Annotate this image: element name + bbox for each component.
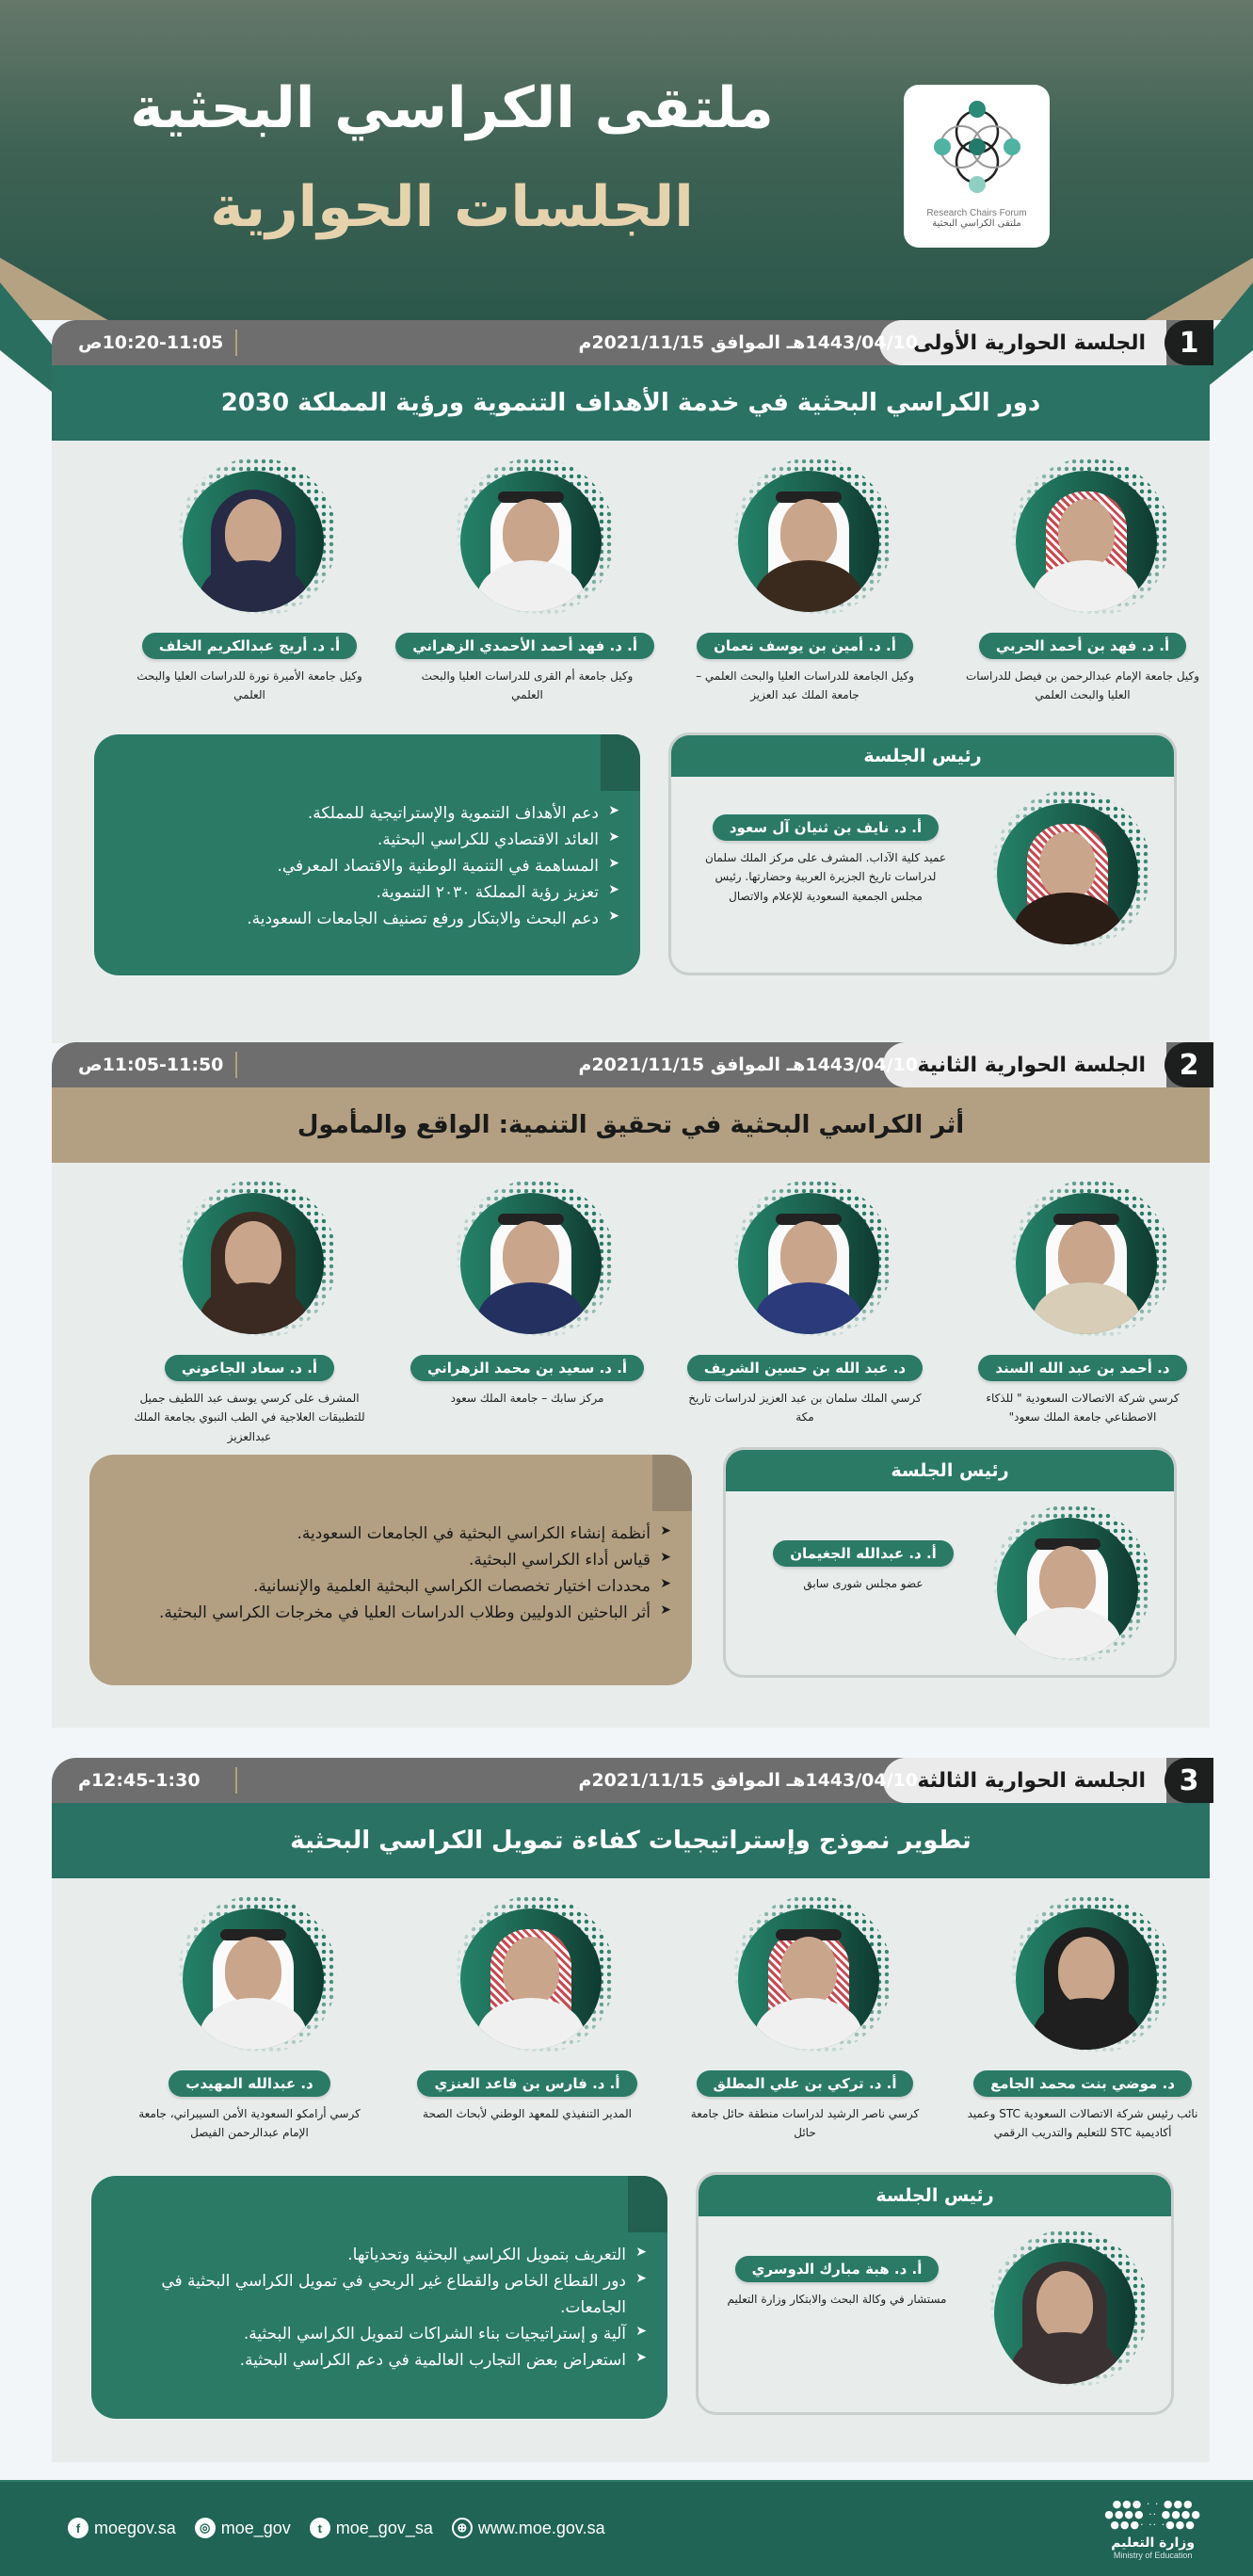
speaker-role: نائب رئيس شركة الاتصالات السعودية STC وعميد أكاديمية STC للتعليم والتدريب الرقمي [967, 2107, 1198, 2140]
session-body [52, 441, 1210, 1043]
speaker-card [956, 458, 1210, 705]
globe-icon: ⊕ [452, 2518, 473, 2538]
chair-label: رئيس الجلسة [671, 735, 1174, 777]
chair-role: عضو مجلس شورى سابق [803, 1577, 924, 1590]
topic-item: ➤ دور القطاع الخاص والقطاع غير الربحي في تمويل الكراسي البحثية في الجامعات. [110, 2268, 647, 2321]
session-date: 1443/04/10هـ الموافق 2021/11/15م [578, 1770, 918, 1791]
speaker-photo [460, 1908, 602, 2050]
instagram-icon: ◎ [195, 2518, 216, 2538]
speaker-name: أ. د. أريج عبدالكريم الخلف [142, 633, 357, 659]
facebook-icon: f [68, 2518, 88, 2538]
forum-logo [904, 85, 1050, 248]
speaker-role: كرسي شركة الاتصالات السعودية " للذكاء الاصطناعي جامعة الملك سعود" [986, 1392, 1180, 1425]
speaker-photo [460, 471, 602, 612]
arrow-bullet-icon: ➤ [608, 882, 619, 898]
session-chair-card [696, 2172, 1174, 2415]
speaker-card [122, 458, 377, 705]
speaker-photo [738, 1193, 879, 1334]
speaker-name: أ. د. سعاد الجاعوني [165, 1355, 334, 1381]
chair-name: أ. د. عبدالله الجغيمان [773, 1540, 954, 1567]
speaker-role: وكيل جامعة أم القرى للدراسات العليا والبحث العلمي [421, 669, 634, 702]
session-time: 12:45-1:30م [78, 1770, 201, 1791]
speaker-photo [183, 471, 324, 612]
chair-role: عميد كلية الآداب. المشرف على مركز الملك سلمان لدراسات تاريخ الجزيرة العربية وحضارتها. رئيس مجلس الجمعية السعودية للإعلام والاتصال [704, 851, 947, 903]
speaker-role: كرسي ناصر الرشيد لدراسات منطقة حائل جامعة حائل [690, 2107, 920, 2140]
chair-photo [994, 2243, 1135, 2384]
topic-item: ➤ التعريف بتمويل الكراسي البحثية وتحدياتها. [110, 2242, 647, 2268]
session-topic: دور الكراسي البحثية في خدمة الأهداف التنموية ورؤية المملكة 2030 [52, 365, 1210, 441]
arrow-bullet-icon: ➤ [608, 829, 619, 845]
speaker-card [678, 1180, 932, 1427]
arrow-bullet-icon: ➤ [608, 803, 619, 818]
topics-list [108, 1521, 671, 1626]
speaker-name: أ. د. فهد بن أحمد الحربي [979, 633, 1186, 659]
speaker-role: المدير التنفيذي للمعهد الوطني لأبحاث الصحة [423, 2107, 632, 2120]
arrow-bullet-icon: ➤ [635, 2324, 647, 2340]
arrow-bullet-icon: ➤ [608, 856, 619, 872]
arrow-bullet-icon: ➤ [635, 2271, 647, 2287]
topics-list [110, 2242, 647, 2374]
session-time: 11:05-11:50ص [78, 1055, 224, 1075]
page-title: ملتقى الكراسي البحثية [130, 75, 774, 141]
speaker-role: كرسي الملك سلمان بن عبد العزيز لدراسات تاريخ مكة [688, 1392, 922, 1425]
divider [235, 1767, 237, 1794]
speaker-card [678, 1895, 932, 2143]
research-chairs-forum-logo-icon [925, 94, 1029, 202]
session-topics-box [91, 2176, 667, 2419]
session-name: الجلسة الحوارية الثانية [883, 1042, 1166, 1087]
instagram-link[interactable]: ◎ moe_gov [195, 2518, 291, 2538]
speaker-card [678, 458, 932, 705]
arrow-bullet-icon: ➤ [660, 1602, 671, 1618]
topic-item: ➤ دعم البحث والابتكار ورفع تصنيف الجامعات السعودية. [113, 906, 619, 932]
speaker-role: كرسي أرامكو السعودية الأمن السيبراني، جامعة الإمام عبدالرحمن الفيصل [138, 2107, 361, 2140]
chair-role: مستشار في وكالة البحث والابتكار وزارة التعليم [727, 2293, 947, 2306]
arrow-bullet-icon: ➤ [660, 1523, 671, 1538]
speaker-role: مركز سابك – جامعة الملك سعود [450, 1392, 604, 1405]
topic-item: ➤ قياس أداء الكراسي البحثية. [108, 1547, 671, 1573]
session-date: 1443/04/10هـ الموافق 2021/11/15م [578, 1055, 918, 1075]
speaker-card [956, 1895, 1210, 2143]
arrow-bullet-icon: ➤ [635, 2245, 647, 2260]
arrow-bullet-icon: ➤ [635, 2350, 647, 2366]
website-link[interactable]: ⊕ www.moe.gov.sa [452, 2518, 605, 2538]
chair-photo [997, 803, 1138, 944]
speaker-card [956, 1180, 1210, 1427]
page-subtitle: الجلسات الحوارية [210, 174, 694, 240]
logo-text-ar: ملتقى الكراسي البحثية [932, 218, 1021, 229]
session-header [52, 320, 1210, 365]
session-chair-card [668, 733, 1177, 975]
speaker-card [400, 458, 654, 705]
speaker-photo [738, 1908, 879, 2050]
speaker-name: أ. د. فارس بن قاعد العنزي [417, 2070, 636, 2097]
speaker-card [122, 1895, 377, 2143]
topics-list [113, 800, 619, 932]
speaker-photo [460, 1193, 602, 1334]
hero-header [0, 0, 1253, 320]
session-time: 10:20-11:05ص [78, 332, 224, 353]
chair-label: رئيس الجلسة [726, 1450, 1174, 1491]
session-name: الجلسة الحوارية الثالثة [883, 1758, 1166, 1803]
speaker-name: د. عبد الله بن حسين الشريف [687, 1355, 923, 1381]
speakers-row [52, 1895, 1210, 2159]
speaker-role: المشرف على كرسي يوسف عبد اللطيف جميل للتطبيقات العلاجية في الطب النبوي بجامعة الملك عبدالعزيز [134, 1392, 365, 1443]
arrow-bullet-icon: ➤ [660, 1550, 671, 1566]
session-topics-box [94, 734, 640, 975]
facebook-link[interactable]: f moegov.sa [68, 2518, 176, 2538]
topic-item: ➤ أنظمة إنشاء الكراسي البحثية في الجامعات السعودية. [108, 1521, 671, 1547]
topic-item: ➤ العائد الاقتصادي للكراسي البحثية. [113, 827, 619, 853]
topic-item: ➤ استعراض بعض التجارب العالمية في دعم الكراسي البحثية. [110, 2347, 647, 2374]
arrow-bullet-icon: ➤ [660, 1576, 671, 1592]
chair-photo [997, 1518, 1138, 1659]
speaker-card [122, 1180, 377, 1446]
session-topic: أثر الكراسي البحثية في تحقيق التنمية: الواقع والمأمول [52, 1087, 1210, 1163]
speaker-photo [183, 1193, 324, 1334]
speaker-photo [1016, 1193, 1157, 1334]
speaker-photo [1016, 1908, 1157, 2050]
chair-name: أ. د. هبة مبارك الدوسري [735, 2256, 940, 2282]
speaker-card [400, 1180, 654, 1408]
twitter-link[interactable]: t moe_gov_sa [310, 2518, 433, 2538]
topic-item: ➤ دعم الأهداف التنموية والإستراتيجية للمملكة. [113, 800, 619, 827]
footer [0, 2480, 1253, 2576]
speaker-role: وكيل الجامعة للدراسات العليا والبحث العلمي – جامعة الملك عبد العزيز [696, 669, 914, 702]
chair-label: رئيس الجلسة [699, 2175, 1171, 2216]
speakers-row [52, 458, 1210, 721]
session-number-badge: 2 [1165, 1042, 1213, 1087]
speaker-role: وكيل جامعة الإمام عبدالرحمن بن فيصل للدراسات العليا والبحث العلمي [965, 669, 1200, 702]
divider [235, 330, 237, 356]
arrow-bullet-icon: ➤ [608, 909, 619, 925]
speaker-name: د. عبدالله المهيدب [169, 2070, 329, 2097]
session-date: 1443/04/10هـ الموافق 2021/11/15م [578, 332, 918, 353]
speaker-name: أ. د. سعيد بن محمد الزهراني [410, 1355, 644, 1381]
chair-name: أ. د. نايف بن ثنيان آل سعود [713, 814, 939, 841]
session-header [52, 1758, 1210, 1803]
session-number-badge: 1 [1165, 320, 1213, 365]
speakers-row [52, 1180, 1210, 1443]
social-links [68, 2518, 605, 2538]
speaker-name: د. أحمد بن عبد الله السند [978, 1355, 1186, 1381]
divider [235, 1052, 237, 1078]
moe-dots-icon: ●●● · · ●●● ●●●● ·· ●●●● ●●●· ·· ·●●● [1104, 2498, 1201, 2531]
session-number-badge: 3 [1165, 1758, 1213, 1803]
twitter-icon: t [310, 2518, 330, 2538]
topic-item: ➤ أثر الباحثين الدوليين وطلاب الدراسات العليا في مخرجات الكراسي البحثية. [108, 1600, 671, 1626]
session-3 [52, 1758, 1210, 2462]
speaker-photo [738, 471, 879, 612]
session-topics-box [89, 1455, 692, 1685]
topic-item: ➤ آلية و إستراتيجيات بناء الشراكات لتمويل الكراسي البحثية. [110, 2321, 647, 2347]
session-topic: تطوير نموذج وإستراتيجيات كفاءة تمويل الكراسي البحثية [52, 1803, 1210, 1878]
speaker-role: وكيل جامعة الأميرة نورة للدراسات العليا والبحث العلمي [137, 669, 362, 702]
session-chair-card [723, 1447, 1177, 1678]
speaker-card [400, 1895, 654, 2123]
session-1 [52, 320, 1210, 1043]
session-header [52, 1042, 1210, 1087]
session-2 [52, 1042, 1210, 1728]
speaker-photo [1016, 471, 1157, 612]
speaker-photo [183, 1908, 324, 2050]
topic-item: ➤ تعزيز رؤية المملكة ٢٠٣٠ التنموية. [113, 879, 619, 906]
topic-item: ➤ محددات اختيار تخصصات الكراسي البحثية العلمية والإنسانية. [108, 1573, 671, 1600]
decorative-band [1100, 224, 1253, 320]
session-body [52, 1878, 1210, 2462]
session-body [52, 1163, 1210, 1728]
session-name: الجلسة الحوارية الأولى [879, 320, 1166, 365]
ministry-of-education-logo: ●●● · · ●●● ●●●● ·· ●●●● ●●●· ·· ·●●● وزارة التعليم Ministry of Education [1104, 2498, 1201, 2560]
speaker-name: أ. د. فهد أحمد الأحمدي الزهراني [395, 633, 654, 659]
speaker-name: د. موضي بنت محمد الجامع [973, 2070, 1192, 2097]
topic-item: ➤ المساهمة في التنمية الوطنية والاقتصاد المعرفي. [113, 853, 619, 879]
speaker-name: أ. د. أمين بن يوسف نعمان [697, 633, 913, 659]
speaker-name: أ. د. تركي بن علي المطلق [697, 2070, 914, 2097]
logo-text-en: Research Chairs Forum [926, 208, 1027, 218]
